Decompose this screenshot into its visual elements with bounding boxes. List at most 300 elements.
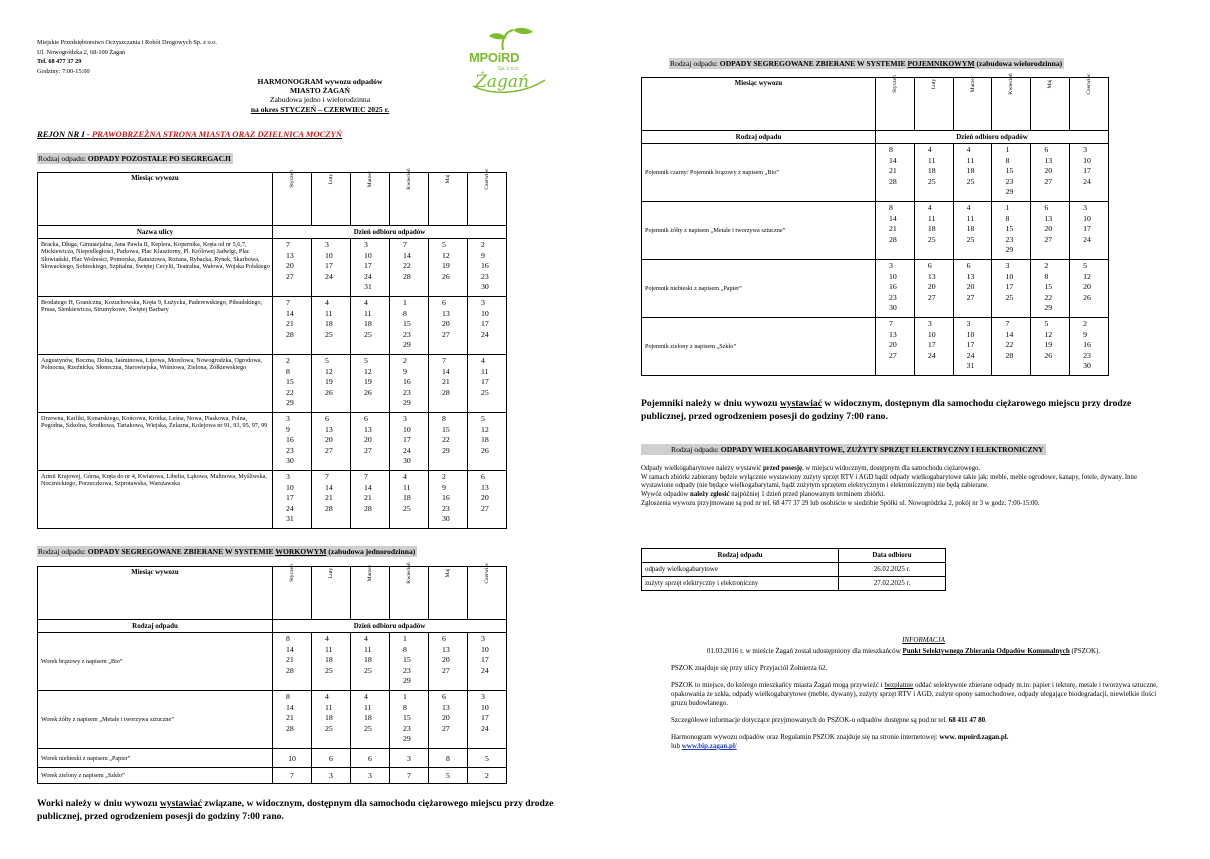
collection-date: 1 [403, 298, 407, 307]
date-cell [1070, 318, 1109, 376]
collection-date: 3 [481, 692, 485, 701]
collection-date: 12 [364, 366, 372, 376]
date-cell [351, 471, 390, 529]
collection-date: 27 [442, 329, 450, 339]
date-cell [351, 633, 390, 691]
table-row [38, 355, 507, 413]
date-cell [429, 413, 468, 471]
collection-date: 6 [481, 472, 485, 481]
collection-date: 14 [286, 644, 294, 654]
wg-name: zużyty sprzęt elektryczny i elektroniczny [642, 577, 839, 591]
collection-date: 5 [485, 753, 489, 763]
month-cell: Styczeń [273, 173, 312, 226]
date-cell [312, 633, 351, 691]
date-cell [992, 144, 1031, 202]
collection-date: 6 [442, 692, 446, 701]
collection-date: 2 [1083, 319, 1088, 328]
collection-date: 25 [325, 329, 333, 339]
collection-date: 25 [927, 234, 936, 244]
section-workowy-heading [37, 546, 417, 557]
collection-date: 22 [403, 261, 411, 271]
collection-date: 3 [889, 261, 893, 270]
month-cell: Kwiecień [390, 567, 429, 620]
collection-date: 23 [481, 271, 489, 281]
date-cell [468, 471, 507, 529]
date-cell [390, 749, 429, 768]
collection-date: 7 [364, 472, 368, 481]
collection-date: 27 [927, 292, 936, 302]
collection-date: 9 [481, 250, 485, 260]
table-row [642, 260, 1109, 318]
collection-date: 6 [1044, 203, 1049, 212]
date-cell [273, 471, 312, 529]
collection-date: 4 [927, 203, 932, 212]
collection-date: 12 [481, 424, 489, 434]
month-header-label: Miesiąc wywozu [38, 173, 273, 226]
date-cell [273, 749, 312, 768]
collection-date: 2 [286, 356, 290, 365]
collection-date: 21 [889, 224, 897, 234]
collection-date: 29 [1005, 245, 1014, 255]
table-row [38, 691, 507, 749]
workowy-note: Worki należy w dniu wywozu wystawiać związane, w widocznym, dostępnym dla samochodu ciężarowego miejscu przy drodze publicznej, przed ogrodzeniem posesji do godziny 7:00 rano. [37, 798, 554, 822]
collection-date: 10 [1083, 155, 1091, 165]
collection-date: 10 [1005, 271, 1014, 281]
table-row [642, 318, 1109, 376]
month-cell: Marzec [953, 78, 992, 131]
waste-name: Pojemnik żółty z napisem „Metale i tworzywa sztuczne” [642, 202, 876, 260]
date-cell [390, 239, 429, 297]
date-cell [953, 144, 992, 202]
collection-date: 25 [364, 665, 372, 675]
collection-date: 20 [442, 319, 450, 329]
date-cell [992, 318, 1031, 376]
collection-date: 19 [364, 377, 372, 387]
collection-date: 11 [325, 308, 333, 318]
collection-date: 27 [966, 292, 975, 302]
collection-date: 8 [889, 145, 893, 154]
collection-date: 8 [403, 644, 407, 654]
waste-name: Worek żółty z napisem „Metale i tworzywa sztuczne” [38, 691, 273, 749]
collection-date: 29 [403, 676, 411, 686]
wg-p4: Zgłoszenia wywozu przyjmowane są pod nr tel. 68 477 37 29 lub osobiście w siedzibie Spółki ul. Nowogródzka 2, pokój nr 3 w godz. 7:00-15:00. [641, 499, 1040, 507]
collection-date: 2 [403, 356, 407, 365]
table-row [38, 471, 507, 529]
collection-date: 24 [927, 350, 936, 360]
collection-date: 1 [1005, 145, 1010, 154]
collection-date: 17 [1083, 166, 1091, 176]
collection-date: 4 [364, 298, 368, 307]
month-cell: Luty [312, 567, 351, 620]
collection-date: 25 [364, 723, 372, 733]
collection-date: 6 [442, 634, 446, 643]
wg-date: 27.02.2025 r. [839, 577, 946, 591]
collection-date: 18 [364, 713, 372, 723]
logo-brand: MPOiRD [469, 50, 520, 65]
collection-date: 24 [481, 723, 489, 733]
collection-date: 9 [442, 482, 446, 492]
date-cell [1031, 260, 1070, 318]
collection-date: 14 [889, 155, 897, 165]
collection-date: 26 [442, 271, 450, 281]
info-p4: Szczegółowe informacje dotyczące przyjmowanych do PSZOK-u odpadów dostępne są pod nr tel. 68 411 47 80. [671, 716, 987, 724]
collection-date: 16 [889, 282, 897, 292]
collection-date: 13 [889, 329, 897, 339]
collection-date: 6 [966, 261, 971, 270]
collection-date: 18 [927, 224, 936, 234]
month-cell: Maj [1031, 78, 1070, 131]
collection-date: 20 [966, 282, 975, 292]
collection-date: 19 [1044, 340, 1053, 350]
date-cell [468, 413, 507, 471]
pozostale-table [37, 168, 507, 529]
waste-name: Worek niebieski z napisem „Papier” [38, 749, 273, 768]
collection-date: 19 [325, 377, 333, 387]
collection-date: 3 [286, 414, 290, 423]
workowy-table [37, 562, 507, 784]
collection-date: 10 [927, 329, 936, 339]
rejon-prefix: REJON NR I - [37, 129, 92, 139]
date-cell [312, 355, 351, 413]
collection-date: 24 [481, 665, 489, 675]
date-cell [312, 768, 351, 784]
collection-date: 22 [442, 435, 450, 445]
collection-date: 16 [1083, 340, 1091, 350]
month-cell: Czerwiec [1070, 78, 1109, 131]
month-cell: Marzec [351, 567, 390, 620]
collection-date: 7 [407, 771, 411, 780]
collection-date: 3 [1005, 261, 1010, 270]
collection-date: 11 [927, 213, 936, 223]
collection-date: 23 [1083, 350, 1091, 360]
collection-date: 18 [325, 713, 333, 723]
collection-date: 17 [403, 435, 411, 445]
collection-date: 30 [889, 303, 897, 313]
month-cell: Maj [429, 567, 468, 620]
collection-date: 11 [364, 644, 372, 654]
date-cell [390, 413, 429, 471]
collection-date: 8 [1005, 155, 1010, 165]
collection-date: 6 [329, 753, 333, 763]
date-cell [390, 471, 429, 529]
kind-prefix: Rodzaj odpadu: [38, 547, 88, 556]
day-col-header: Dzień odbioru odpadów [876, 131, 1109, 144]
collection-date: 17 [1083, 224, 1091, 234]
collection-date: 14 [403, 250, 411, 260]
collection-date: 14 [889, 213, 897, 223]
collection-date: 17 [481, 319, 489, 329]
collection-date: 24 [1083, 234, 1091, 244]
collection-date: 2 [481, 240, 485, 249]
collection-date: 30 [403, 456, 411, 466]
date-cell [1031, 318, 1070, 376]
table-row [642, 144, 1109, 202]
info-p5: Harmonogram wywozu odpadów oraz Regulamin PSZOK znajduje się na stronie internetowej: www. mpoird.zagan.pl. lub www.bip.zagan.pl/ [671, 733, 1009, 750]
collection-date: 13 [364, 424, 372, 434]
date-cell [468, 691, 507, 749]
collection-date: 20 [1083, 282, 1091, 292]
collection-date: 17 [325, 261, 333, 271]
collection-date: 18 [927, 166, 936, 176]
collection-date: 26 [1083, 292, 1091, 302]
collection-date: 9 [403, 366, 407, 376]
date-cell [429, 355, 468, 413]
date-cell [351, 239, 390, 297]
collection-date: 5 [446, 771, 450, 780]
collection-date: 29 [403, 398, 411, 408]
collection-date: 5 [325, 356, 329, 365]
collection-date: 28 [442, 387, 450, 397]
month-cell: Styczeń [273, 567, 312, 620]
info-p2: PSZOK znajduje się przy ulicy Przyjaciół Żołnierza 62. [671, 664, 828, 672]
collection-date: 28 [325, 503, 333, 513]
collection-date: 15 [403, 655, 411, 665]
collection-date: 18 [364, 655, 372, 665]
company-name: Miejskie Przedsiębiorstwo Oczyszczania i Robót Drogowych Sp. z o.o. [37, 39, 217, 46]
collection-date: 20 [889, 340, 897, 350]
collection-date: 28 [286, 329, 294, 339]
section-title: ODPADY WIELKOGABARYTOWE, ZUŻYTY SPRZĘT ELEKTRYCZNY I ELEKTRONICZNY [720, 445, 1044, 454]
collection-date: 6 [927, 261, 932, 270]
collection-date: 18 [403, 493, 411, 503]
date-cell [429, 768, 468, 784]
info-p3: PSZOK to miejsce, do którego mieszkańcy miasta Żagań mogą przywieźć i bezpłatnie oddać selektywnie zbierane odpady m.in: papier i tekturę, metale i tworzywa sztuczne, opakowania ze szkła, odpady wielkogabarytowe (meble, dywany), zużyty sprzęt RTV i AGD, zużyte opony samochodowe, odpady ulegające biodegradacji, niewielkie ilości gruzu budowlanego. [671, 681, 1158, 707]
date-cell [312, 297, 351, 355]
collection-date: 6 [1044, 145, 1049, 154]
collection-date: 24 [1083, 176, 1091, 186]
collection-date: 24 [966, 350, 975, 360]
collection-date: 31 [966, 361, 975, 371]
collection-date: 7 [1005, 319, 1010, 328]
collection-date: 25 [364, 329, 372, 339]
collection-date: 14 [1005, 329, 1014, 339]
collection-date: 11 [966, 213, 975, 223]
collection-date: 17 [481, 377, 489, 387]
collection-date: 25 [325, 665, 333, 675]
collection-date: 21 [364, 493, 372, 503]
table-row [38, 239, 507, 297]
pojemnikowy-table [641, 73, 1109, 376]
collection-date: 10 [481, 644, 489, 654]
collection-date: 1 [403, 634, 407, 643]
collection-date: 7 [286, 298, 290, 307]
waste-name: Worek zielony z napisem „Szkło” [38, 768, 273, 784]
date-cell [390, 633, 429, 691]
pszok-info [641, 636, 1166, 751]
collection-date: 27 [1044, 176, 1053, 186]
collection-date: 27 [481, 503, 489, 513]
collection-date: 26 [481, 445, 489, 455]
collection-date: 11 [927, 155, 936, 165]
collection-date: 9 [286, 424, 290, 434]
collection-date: 11 [966, 155, 975, 165]
collection-date: 24 [481, 329, 489, 339]
collection-date: 13 [1044, 155, 1053, 165]
collection-date: 3 [403, 414, 407, 423]
date-cell [876, 202, 915, 260]
collection-date: 20 [1044, 224, 1053, 234]
collection-date: 21 [442, 377, 450, 387]
date-cell [273, 239, 312, 297]
kind-prefix: Rodzaj odpadu: [38, 154, 88, 163]
date-cell [351, 413, 390, 471]
collection-date: 7 [889, 319, 893, 328]
collection-date: 13 [481, 482, 489, 492]
collection-date: 26 [325, 387, 333, 397]
date-cell [914, 318, 953, 376]
month-header-label: Miesiąc wywozu [642, 78, 876, 131]
collection-date: 7 [286, 240, 290, 249]
collection-date: 3 [364, 240, 368, 249]
collection-date: 24 [286, 503, 294, 513]
date-cell [429, 239, 468, 297]
waste-name: Pojemnik zielony z napisem „Szkło” [642, 318, 876, 376]
collection-date: 15 [1005, 166, 1014, 176]
collection-date: 25 [966, 234, 975, 244]
collection-date: 23 [1005, 176, 1014, 186]
collection-date: 28 [364, 503, 372, 513]
collection-date: 31 [364, 282, 372, 292]
date-cell [429, 749, 468, 768]
collection-date: 23 [403, 329, 411, 339]
collection-date: 4 [927, 145, 932, 154]
collection-date: 22 [1044, 292, 1053, 302]
collection-date: 20 [286, 261, 294, 271]
collection-date: 15 [403, 713, 411, 723]
street-list: Armii Krajowej, Górna, Kręta do nr 4, Kwiatowa, Libelta, Łąkowa, Malinowa, Myśliwska, Nocznickiego, Porzeczkowa, Szprotawska, Warszawska [38, 471, 273, 529]
collection-date: 24 [325, 271, 333, 281]
table-row [38, 297, 507, 355]
wg-p2: W ramach zbiórki zabierany będzie wyłącznie wystawiony zużyty sprzęt RTV i AGD bądź odpady wielkogabarytowe takie jak: meble, meble ogrodowe, kanapy, fotele, dywany. Inne wystawione odpady (nie będące wielkogabarytami, bądź zużytym sprzętem elektrycznym i elektronicznym) nie będą zabierane. [641, 473, 1137, 490]
collection-date: 23 [889, 292, 897, 302]
collection-date: 8 [403, 308, 407, 318]
collection-date: 3 [966, 319, 971, 328]
table-row [642, 202, 1109, 260]
collection-date: 21 [286, 713, 294, 723]
collection-date: 13 [442, 644, 450, 654]
collection-date: 27 [364, 445, 372, 455]
collection-date: 8 [286, 366, 290, 376]
collection-date: 24 [364, 271, 372, 281]
collection-date: 13 [1044, 213, 1053, 223]
info-title: INFORMACJA [902, 636, 945, 644]
header-period: na okres STYCZEŃ – CZERWIEC 2025 r. [250, 104, 390, 114]
month-cell: Marzec [351, 173, 390, 226]
street-list: Drzewna, Karliki, Konarskiego, Końcowa, Krótka, Leśna, Nowa, Piaskowa, Polna, Pogodna, Szkolna, Środkowa, Tartakowa, Wiejska, Żelazna, Kolejowa nr 91, 93, 95, 97, 99 [38, 413, 273, 471]
date-cell [273, 355, 312, 413]
collection-date: 13 [286, 250, 294, 260]
collection-date: 29 [1044, 303, 1053, 313]
pojemnikowy-note: Pojemniki należy w dniu wywozu wystawiać w widocznym, dostępnym dla samochodu ciężarowego miejscu przy drodze publicznej, przed ogrodzeniem posesji do godziny 7:00 rano. [641, 398, 1132, 422]
collection-date: 22 [286, 387, 294, 397]
month-cell: Czerwiec [468, 567, 507, 620]
collection-date: 20 [442, 713, 450, 723]
collection-date: 15 [286, 377, 294, 387]
waste-name: Worek brązowy z napisem „Bio” [38, 633, 273, 691]
date-cell [312, 413, 351, 471]
collection-date: 20 [1044, 166, 1053, 176]
collection-date: 2 [1044, 261, 1049, 270]
collection-date: 25 [927, 176, 936, 186]
collection-date: 17 [481, 713, 489, 723]
collection-date: 27 [889, 350, 897, 360]
collection-date: 5 [481, 414, 485, 423]
collection-date: 3 [368, 771, 372, 780]
date-cell [953, 260, 992, 318]
bip-link[interactable]: www.bip.zagan.pl/ [681, 742, 737, 750]
collection-date: 3 [1083, 145, 1088, 154]
collection-date: 13 [442, 702, 450, 712]
collection-date: 12 [1083, 271, 1091, 281]
collection-date: 6 [368, 753, 372, 763]
collection-date: 23 [286, 445, 294, 455]
collection-date: 18 [481, 435, 489, 445]
collection-date: 3 [325, 240, 329, 249]
collection-date: 12 [442, 250, 450, 260]
collection-date: 30 [481, 282, 489, 292]
collection-date: 21 [286, 655, 294, 665]
collection-date: 23 [442, 503, 450, 513]
date-cell [953, 202, 992, 260]
date-cell [876, 260, 915, 318]
date-cell [351, 749, 390, 768]
collection-date: 6 [325, 414, 329, 423]
document-header [200, 77, 440, 114]
collection-date: 16 [286, 435, 294, 445]
month-cell: Luty [312, 173, 351, 226]
table-row [642, 563, 946, 577]
collection-date: 9 [1083, 329, 1088, 339]
table-row [642, 577, 946, 591]
collection-date: 23 [403, 665, 411, 675]
collection-date: 10 [288, 753, 296, 763]
section-title: ODPADY POZOSTAŁE PO SEGREGACJI [87, 154, 231, 163]
collection-date: 8 [286, 692, 290, 701]
waste-name: Pojemnik niebieski z napisem „Papier” [642, 260, 876, 318]
date-cell [468, 749, 507, 768]
section-pojemnikowy-heading [669, 58, 1064, 69]
collection-date: 17 [927, 340, 936, 350]
company-address: Ul. Nowogródzka 2, 68-100 Żagań [37, 48, 126, 56]
collection-date: 25 [966, 176, 975, 186]
collection-date: 3 [407, 753, 411, 763]
collection-date: 10 [966, 329, 975, 339]
date-cell [468, 633, 507, 691]
street-list: Bracka, Długa, Gimnazjalna, Jana Pawła II, Keplera, Kopernika, Kręta od nr 5,6,7, Mickiewicza, Niepodległości, Parkowa, Plac Klasztorny, Pl. Królowej Jadwigi, Plac Słowiański, Plac Wolności, Pomorska, Ratuszowa, Rożana, Rybacka, Rynek, Skarbowa, Słowackiego, Sobieskiego, Szpitalna, Świętej Cecylii, Teatralna, Wałowa, Wojska Polskiego [38, 239, 273, 297]
date-cell [273, 413, 312, 471]
section-title-underlined: WORKOWYM [275, 547, 327, 556]
collection-date: 28 [403, 271, 411, 281]
date-cell [351, 768, 390, 784]
collection-date: 18 [325, 319, 333, 329]
logo-sub: Sp. z o.o. [498, 66, 520, 72]
date-cell [312, 749, 351, 768]
collection-date: 30 [1083, 361, 1091, 371]
collection-date: 22 [1005, 340, 1014, 350]
collection-date: 4 [403, 472, 407, 481]
collection-date: 17 [481, 655, 489, 665]
collection-date: 16 [442, 493, 450, 503]
month-cell: Styczeń [876, 78, 915, 131]
collection-date: 7 [290, 771, 294, 780]
collection-date: 27 [286, 271, 294, 281]
collection-date: 8 [442, 414, 446, 423]
date-cell [1031, 144, 1070, 202]
collection-date: 20 [364, 435, 372, 445]
collection-date: 7 [442, 356, 446, 365]
logo-city: Żagań [475, 72, 529, 92]
day-col-header: Dzień odbioru odpadów [273, 226, 507, 239]
